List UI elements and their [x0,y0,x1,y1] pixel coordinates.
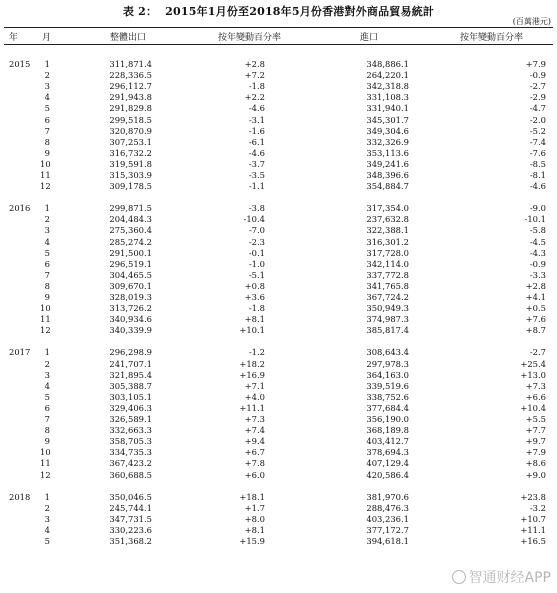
cell-exports-change: +6.0 [244,469,265,480]
cell-exports-change: +8.1 [244,524,265,535]
cell-month: 1 [44,491,50,502]
cell-imports: 377,172.7 [366,524,409,535]
cell-exports: 291,943.8 [109,92,152,103]
table-row [0,148,557,159]
cell-imports-change: -2.7 [529,347,546,358]
cell-month: 5 [44,103,50,114]
cell-imports: 331,108.3 [366,92,409,103]
cell-month: 6 [44,114,50,125]
table-row [0,458,557,469]
cell-imports: 331,940.1 [366,103,409,114]
table-row [0,503,557,514]
cell-exports: 350,046.5 [109,491,152,502]
cell-exports: 347,731.5 [109,513,152,524]
cell-imports: 377,684.4 [366,402,409,413]
cell-imports: 317,354.0 [366,203,409,214]
cell-month: 9 [44,436,50,447]
table-row [0,81,557,92]
cell-imports: 374,987.3 [366,314,409,325]
cell-month: 1 [44,59,50,69]
cell-month: 6 [44,402,50,413]
header-exports: 整體出口 [110,33,147,43]
cell-year: 2018 [9,491,31,502]
cell-exports-change: +0.8 [244,280,265,291]
cell-exports: 319,591.8 [109,158,152,169]
cell-year: 2016 [9,203,31,214]
cell-month: 5 [44,391,50,402]
cell-imports-change: -4.7 [529,103,546,114]
cell-exports-change: +10.1 [239,325,265,336]
cell-month: 4 [44,92,50,103]
table-row [0,70,557,81]
cell-exports: 291,829.8 [109,103,152,114]
cell-imports-change: +23.8 [520,491,546,502]
cell-exports: 304,465.5 [109,269,152,280]
cell-imports-change: +11.1 [520,524,546,535]
cell-exports-change: -1.1 [248,181,265,192]
cell-exports-change: -3.1 [248,114,265,125]
cell-imports: 403,412.7 [366,436,409,447]
cell-month: 3 [44,225,50,236]
cell-imports: 394,618.1 [366,536,409,546]
cell-imports-change: -5.8 [529,225,546,236]
cell-month: 11 [40,458,51,469]
cell-imports-change: +2.8 [525,280,546,291]
header-month: 月 [42,33,52,43]
cell-month: 8 [44,280,50,291]
cell-year: 2015 [9,59,31,69]
table-row [0,492,557,503]
cell-exports: 321,895.4 [109,369,152,380]
cell-month: 12 [40,325,51,336]
cell-imports: 345,301.7 [366,114,409,125]
cell-imports: 368,189.8 [366,425,409,436]
cell-imports-change: -0.9 [529,258,546,269]
cell-imports-change: +25.4 [520,358,546,369]
cell-exports: 241,707.1 [109,358,152,369]
table-label: 表 2： [122,5,158,18]
cell-exports-change: -4.6 [248,147,265,158]
cell-imports: 288,476.3 [366,502,409,513]
cell-month: 12 [40,181,51,192]
cell-exports-change: +7.4 [244,425,265,436]
cell-imports: 342,318.8 [366,81,409,92]
cell-imports-change: +10.7 [520,513,546,524]
cell-exports-change: +7.1 [244,380,265,391]
cell-imports-change: +6.6 [525,391,546,402]
cell-exports-change: +6.7 [244,447,265,458]
cell-exports: 275,360.4 [109,225,152,236]
cell-imports: 356,190.0 [366,414,409,424]
cell-month: 1 [44,347,50,358]
cell-exports: 245,744.1 [109,502,152,513]
cell-month: 7 [44,125,50,136]
table-title-text: 2015年1月份至2018年5月份香港對外商品貿易統計 [165,5,435,18]
cell-exports: 326,589.1 [109,414,152,424]
header-bottom-rule [4,44,553,45]
table-row [0,181,557,192]
cell-exports: 296,519.1 [109,258,152,269]
table-row [0,248,557,259]
table-row [0,414,557,425]
cell-imports-change: +7.7 [525,425,546,436]
table-row [0,525,557,536]
cell-imports: 364,163.0 [366,369,409,380]
table-row [0,403,557,414]
table-row [0,259,557,270]
cell-exports: 303,105.1 [109,391,152,402]
unit-label: (百萬港元) [512,17,551,26]
cell-month: 10 [40,303,51,314]
table-row [0,436,557,447]
table-row [0,170,557,181]
cell-imports-change: +9.7 [525,436,546,447]
cell-imports-change: -4.3 [529,247,546,258]
cell-imports: 385,817.4 [366,325,409,336]
cell-month: 4 [44,524,50,535]
cell-exports: 351,368.2 [109,536,152,546]
cell-month: 2 [44,214,50,225]
cell-exports: 340,339.9 [109,325,152,336]
cell-exports: 296,298.9 [109,347,152,358]
table-row [0,292,557,303]
cell-month: 6 [44,258,50,269]
cell-imports-change: -2.9 [529,92,546,103]
cell-exports: 360,688.5 [109,469,152,480]
cell-imports-change: +9.0 [525,469,546,480]
cell-exports: 367,423.2 [109,458,152,469]
cell-imports-change: -2.7 [529,81,546,92]
cell-exports-change: +16.9 [239,369,265,380]
cell-exports: 313,726.2 [109,303,152,314]
cell-imports-change: -10.1 [524,214,546,225]
cell-exports-change: -6.1 [248,136,265,147]
cell-imports-change: -9.0 [529,203,546,214]
cell-month: 10 [40,158,51,169]
table-row [0,270,557,281]
cell-exports-change: -5.1 [248,269,265,280]
cell-imports: 378,694.3 [366,447,409,458]
cell-month: 3 [44,369,50,380]
cell-month: 4 [44,380,50,391]
cell-month: 7 [44,269,50,280]
cell-imports-change: -7.6 [529,147,546,158]
cell-imports: 348,396.6 [366,170,409,180]
cell-exports-change: +7.8 [244,458,265,469]
cell-exports-change: +15.9 [239,536,265,546]
table-row [0,237,557,248]
cell-exports-change: +4.0 [244,391,265,402]
cell-exports-change: +18.2 [239,358,265,369]
table-row [0,103,557,114]
cell-month: 2 [44,502,50,513]
cell-imports: 367,724.2 [366,292,409,302]
cell-imports: 348,886.1 [366,59,409,69]
cell-exports-change: +7.2 [244,70,265,81]
cell-imports-change: -2.0 [529,114,546,125]
cell-imports: 403,236.1 [366,513,409,524]
cell-exports: 309,670.1 [109,280,152,291]
cell-exports: 328,019.3 [109,292,152,302]
cell-exports-change: +18.1 [239,491,265,502]
header-exports-change: 按年變動百分率 [218,33,282,43]
cell-imports-change: +5.5 [525,414,546,424]
cell-imports-change: -4.5 [529,236,546,247]
table-row [0,303,557,314]
cell-exports-change: +8.1 [244,314,265,325]
cell-imports-change: +7.3 [525,380,546,391]
cell-exports-change: -1.0 [248,258,265,269]
cell-exports: 340,934.6 [109,314,152,325]
header-imports: 進口 [360,33,379,43]
cell-imports: 407,129.4 [366,458,409,469]
cell-exports: 329,406.3 [109,402,152,413]
cell-exports-change: -1.6 [248,125,265,136]
cell-month: 5 [44,536,50,546]
cell-imports: 322,388.1 [366,225,409,236]
table-row [0,347,557,358]
cell-exports-change: -0.1 [248,247,265,258]
cell-exports-change: -10.4 [243,214,265,225]
cell-month: 3 [44,513,50,524]
cell-imports: 349,304.6 [366,125,409,136]
cell-exports: 285,274.2 [109,236,152,247]
cell-exports: 320,870.9 [109,125,152,136]
cell-exports: 299,871.5 [109,203,152,214]
cell-imports-change: +7.6 [525,314,546,325]
cell-imports: 354,884.7 [366,181,409,192]
cell-exports-change: -3.8 [248,203,265,214]
cell-imports: 341,765.8 [366,280,409,291]
cell-imports-change: +7.9 [525,447,546,458]
cell-exports: 334,735.3 [109,447,152,458]
watermark [452,567,551,587]
header-imports-change: 按年變動百分率 [460,33,524,43]
table-row [0,325,557,336]
cell-imports-change: -5.2 [529,125,546,136]
cell-imports-change: +8.7 [525,325,546,336]
table-row [0,137,557,148]
cell-exports: 316,732.2 [109,147,152,158]
cell-exports-change: +1.7 [244,502,265,513]
cell-exports: 315,303.9 [109,170,152,180]
cell-exports-change: -4.6 [248,103,265,114]
cell-exports-change: -2.3 [248,236,265,247]
cell-exports-change: +3.6 [244,292,265,302]
table-row [0,514,557,525]
table-row [0,536,557,547]
cell-exports-change: -1.2 [248,347,265,358]
cell-exports-change: +2.8 [244,59,265,69]
cell-imports: 339,519.6 [366,380,409,391]
table-row [0,115,557,126]
cell-month: 9 [44,292,50,302]
cell-imports: 237,632.8 [366,214,409,225]
table-row [0,281,557,292]
cell-imports: 420,586.4 [366,469,409,480]
cell-imports-change: +8.6 [525,458,546,469]
cell-exports-change: +11.1 [239,402,265,413]
table-row [0,470,557,481]
cell-exports: 330,223.6 [109,524,152,535]
table-row [0,370,557,381]
cell-imports-change: +0.5 [525,303,546,314]
cell-month: 12 [40,469,51,480]
cell-imports-change: -3.2 [529,502,546,513]
cell-imports: 349,241.6 [366,158,409,169]
watermark-logo-icon [452,570,466,584]
cell-exports: 305,388.7 [109,380,152,391]
cell-imports-change: +10.4 [520,402,546,413]
cell-exports: 358,705.3 [109,436,152,447]
cell-exports: 307,253.1 [109,136,152,147]
cell-exports: 228,336.5 [109,70,152,81]
cell-exports-change: +9.4 [244,436,265,447]
cell-month: 7 [44,414,50,424]
cell-month: 1 [44,203,50,214]
cell-imports-change: -8.5 [529,158,546,169]
cell-exports-change: -3.7 [248,158,265,169]
cell-month: 8 [44,425,50,436]
cell-exports-change: +2.2 [244,92,265,103]
cell-imports: 264,220.1 [366,70,409,81]
cell-imports: 353,113.6 [366,147,409,158]
cell-imports-change: -8.1 [529,170,546,180]
table-row [0,392,557,403]
cell-exports-change: +7.3 [244,414,265,424]
cell-exports-change: -1.8 [248,81,265,92]
cell-imports: 337,772.8 [366,269,409,280]
table-row [0,314,557,325]
table-row [0,381,557,392]
cell-year: 2017 [9,347,31,358]
table-row [0,359,557,370]
cell-exports: 291,500.1 [109,247,152,258]
cell-month: 10 [40,447,51,458]
cell-month: 4 [44,236,50,247]
cell-imports: 297,978.3 [366,358,409,369]
cell-imports-change: +13.0 [520,369,546,380]
cell-imports: 350,949.3 [366,303,409,314]
cell-exports-change: -7.0 [248,225,265,236]
cell-imports-change: +7.9 [525,59,546,69]
cell-exports: 309,178.5 [109,181,152,192]
cell-imports: 381,970.6 [366,491,409,502]
watermark-text: 智通财经APP [468,570,551,586]
cell-imports: 317,728.0 [366,247,409,258]
cell-imports: 316,301.2 [366,236,409,247]
cell-month: 3 [44,81,50,92]
cell-exports: 299,518.5 [109,114,152,125]
cell-imports-change: +16.5 [520,536,546,546]
cell-imports: 338,752.6 [366,391,409,402]
table-row [0,225,557,236]
cell-exports-change: -1.8 [248,303,265,314]
table-row [0,447,557,458]
header-year: 年 [9,33,19,43]
table-title [0,3,557,19]
cell-month: 5 [44,247,50,258]
cell-exports: 296,112.7 [109,81,152,92]
cell-imports-change: -4.6 [529,181,546,192]
cell-imports-change: +4.1 [525,292,546,302]
cell-imports-change: -3.3 [529,269,546,280]
cell-imports: 342,114.0 [366,258,409,269]
cell-exports-change: -3.5 [248,170,265,180]
cell-month: 11 [40,170,51,180]
cell-imports: 332,326.9 [366,136,409,147]
table-row [0,214,557,225]
cell-month: 2 [44,70,50,81]
cell-month: 8 [44,136,50,147]
cell-exports: 332,663.3 [109,425,152,436]
table-row [0,203,557,214]
table-row [0,126,557,137]
cell-imports-change: -7.4 [529,136,546,147]
table-row [0,92,557,103]
cell-exports: 204,484.3 [109,214,152,225]
cell-imports-change: -0.9 [529,70,546,81]
header-top-rule [4,27,553,28]
table-row [0,159,557,170]
cell-month: 2 [44,358,50,369]
cell-exports-change: +8.0 [244,513,265,524]
table-row [0,425,557,436]
cell-month: 9 [44,147,50,158]
cell-exports: 311,871.4 [109,59,152,69]
table-row [0,59,557,70]
cell-imports: 308,643.4 [366,347,409,358]
cell-month: 11 [40,314,51,325]
